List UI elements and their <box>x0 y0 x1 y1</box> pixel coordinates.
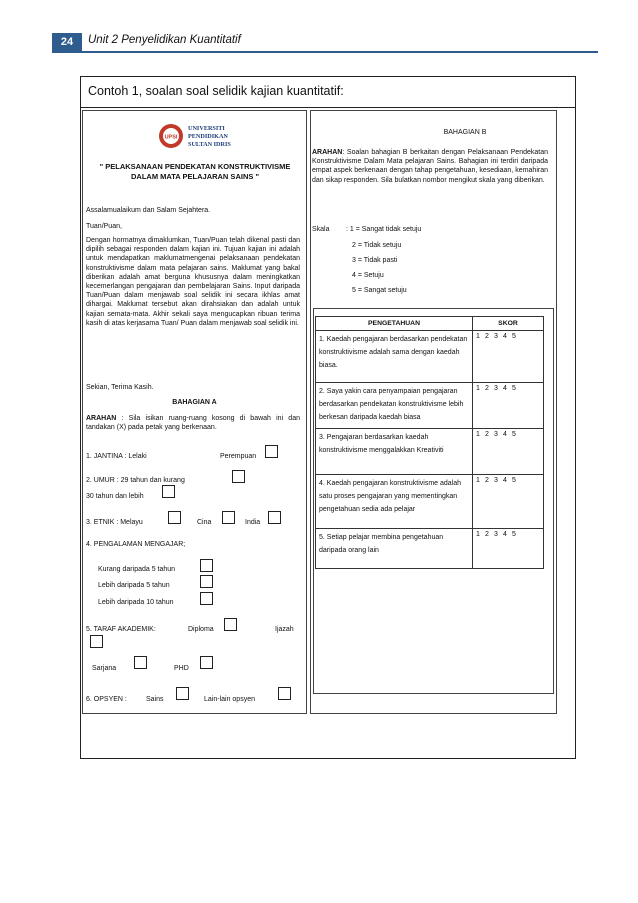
score-option[interactable]: 1 <box>476 385 481 392</box>
q2-option-2: 30 tahun dan lebih <box>86 493 144 500</box>
q5-checkbox-ijazah[interactable] <box>90 635 103 648</box>
q2-checkbox-2[interactable] <box>162 485 175 498</box>
q4-option-3: Lebih daripada 10 tahun <box>98 599 174 606</box>
score-option[interactable]: 5 <box>512 431 517 438</box>
q6-checkbox-sains[interactable] <box>176 687 189 700</box>
q5-label: 5. TARAF AKADEMIK: <box>86 626 156 633</box>
score-cell-2 <box>473 383 544 429</box>
unit-title: Unit 2 Penyelidikan Kuantitatif <box>88 34 241 46</box>
scale-item-3: 3 = Tidak pasti <box>352 257 398 264</box>
score-cell-1 <box>473 331 544 383</box>
col-pengetahuan: PENGETAHUAN <box>316 317 473 331</box>
score-option[interactable]: 2 <box>485 333 490 340</box>
score-option[interactable]: 3 <box>494 477 499 484</box>
q5-checkbox-phd[interactable] <box>200 656 213 669</box>
table-row <box>316 475 544 529</box>
statement-4: 4. Kaedah pengajaran konstruktivisme adalah satu proses pengajaran yang mementingkan pengetahuan sedia ada pelajar <box>316 475 473 529</box>
q4-option-2: Lebih daripada 5 tahun <box>98 582 170 589</box>
q1-checkbox[interactable] <box>265 445 278 458</box>
score-table <box>315 316 544 569</box>
table-row <box>316 383 544 429</box>
score-option[interactable]: 3 <box>494 333 499 340</box>
q5-option-sarjana: Sarjana <box>92 665 117 672</box>
section-a-heading: BAHAGIAN A <box>172 399 217 406</box>
statement-5: 5. Setiap pelajar membina pengetahuan daripada orang lain <box>316 529 473 569</box>
score-option[interactable]: 3 <box>494 385 499 392</box>
q5-option-phd: PHD <box>174 665 189 672</box>
section-a-instructions <box>86 414 300 432</box>
statement-3: 3. Pengajaran berdasarkan kaedah konstruktivisme menggalakkan Kreativiti <box>316 429 473 475</box>
score-option[interactable]: 5 <box>512 385 517 392</box>
score-option[interactable]: 1 <box>476 477 481 484</box>
score-option[interactable]: 4 <box>503 385 508 392</box>
university-emblem-icon <box>159 124 183 148</box>
header-rule <box>52 51 598 53</box>
q3-checkbox-melayu[interactable] <box>168 511 181 524</box>
q2-checkbox-1[interactable] <box>232 470 245 483</box>
score-option[interactable]: 5 <box>512 333 517 340</box>
university-logo <box>158 121 240 151</box>
section-a-panel <box>82 110 307 714</box>
q4-checkbox-3[interactable] <box>200 592 213 605</box>
q3-label: 3. ETNIK : Melayu <box>86 519 143 526</box>
statement-1: 1. Kaedah pengajaran berdasarkan pendekatan konstruktivisme adalah sama dengan kaedah biasa. <box>316 331 473 383</box>
score-option[interactable]: 5 <box>512 531 517 538</box>
q4-label: 4. PENGALAMAN MENGAJAR; <box>86 541 186 548</box>
scale-label: Skala <box>312 226 330 233</box>
score-option[interactable]: 4 <box>503 531 508 538</box>
score-option[interactable]: 2 <box>485 431 490 438</box>
q1-option-perempuan: Perempuan <box>220 453 257 460</box>
table-row <box>316 529 544 569</box>
q1-label: 1. JANTINA : Lelaki <box>86 453 147 460</box>
q5-option-diploma: Diploma <box>188 626 214 633</box>
q5-option-ijazah: Ijazah <box>275 626 294 633</box>
arahan-b-label: ARAHAN <box>312 149 343 156</box>
statement-2: 2. Saya yakin cara penyampaian pengajaran berdasarkan pendekatan konstruktivisme lebih berkesan daripada kaedah biasa <box>316 383 473 429</box>
example-title: Contoh 1, soalan soal selidik kajian kuantitatif: <box>88 84 344 98</box>
score-option[interactable]: 2 <box>485 385 490 392</box>
q5-checkbox-diploma[interactable] <box>224 618 237 631</box>
score-option[interactable]: 1 <box>476 333 481 340</box>
score-option[interactable]: 2 <box>485 531 490 538</box>
section-b-heading: BAHAGIAN B <box>443 129 487 136</box>
score-cell-3 <box>473 429 544 475</box>
q4-option-1: Kurang daripada 5 tahun <box>98 566 176 573</box>
logo-line-3: SULTAN IDRIS <box>188 141 231 148</box>
score-option[interactable]: 5 <box>512 477 517 484</box>
score-option[interactable]: 4 <box>503 477 508 484</box>
table-row <box>316 429 544 475</box>
intro-paragraph: Dengan hormatnya dimaklumkan, Tuan/Puan telah dikenal pasti dan dipilih sebagai responden dalam kajian ini. Tujuan kajian ini adalah untuk mendapatkan maklumatmengenai pelaksanaan pendekatan konstruktivisme dalam mata pelajaran sains. Maklumat yang bakal diberikan adalah amat berguna khususnya dalam meningkatkan kecemerlangan pengajaran dan pembelajaran Sains. Input daripada Tuan/Puan dalam menjawab soal selidik ini secara ikhlas amat dihargai. Maklumat tersebut akan dirahsiakan dan adalah untuk kajian semata-mata. Akhir sekali saya mengucapkan ribuan terima kasih di atas kerjasama Tuan/ Puan dalam menjawab soal selidik ini. <box>86 237 300 327</box>
q4-checkbox-1[interactable] <box>200 559 213 572</box>
title-divider <box>80 107 576 108</box>
logo-line-1: UNIVERSITI <box>188 125 225 132</box>
score-option[interactable]: 4 <box>503 431 508 438</box>
scale-item-5: 5 = Sangat setuju <box>352 287 407 294</box>
study-title: " PELAKSANAAN PENDEKATAN KONSTRUKTIVISME DALAM MATA PELAJARAN SAINS " <box>99 162 291 181</box>
arahan-b-text: : Soalan bahagian B berkaitan dengan Pelaksanaan Pendekatan Konstruktivisme Dalam Mata pelajaran Sains. Bahagian ini terdiri daripada empat aspek berkenaan dengan tahap pengetahuan, kesediaan, kemahiran dan sikap responden. Sila bulatkan nombor mengikut skala yang diberikan. <box>312 149 548 184</box>
q6-option-lain: Lain-lain opsyen <box>204 696 255 703</box>
q3-checkbox-india[interactable] <box>268 511 281 524</box>
salutation: Tuan/Puan, <box>86 223 122 230</box>
q4-checkbox-2[interactable] <box>200 575 213 588</box>
score-option[interactable]: 1 <box>476 531 481 538</box>
arahan-text: : Sila isikan ruang-ruang kosong di bawah ini dan tandakan (X) pada petak yang berkenaan. <box>86 415 300 432</box>
score-option[interactable]: 2 <box>485 477 490 484</box>
closing: Sekian, Terima Kasih. <box>86 384 154 391</box>
q6-label: 6. OPSYEN : <box>86 696 127 703</box>
q6-checkbox-lain[interactable] <box>278 687 291 700</box>
q2-label: 2. UMUR : 29 tahun dan kurang <box>86 477 185 484</box>
greeting: Assalamualaikum dan Salam Sejahtera. <box>86 207 211 214</box>
page-number: 24 <box>52 33 82 51</box>
table-header-row <box>316 317 544 331</box>
score-option[interactable]: 1 <box>476 431 481 438</box>
table-row <box>316 331 544 383</box>
score-option[interactable]: 4 <box>503 333 508 340</box>
q3-option-india: India <box>245 519 261 526</box>
score-cell-4 <box>473 475 544 529</box>
score-option[interactable]: 3 <box>494 531 499 538</box>
arahan-label: ARAHAN <box>86 415 117 422</box>
section-b-instructions <box>312 148 548 185</box>
score-option[interactable]: 3 <box>494 431 499 438</box>
q3-checkbox-cina[interactable] <box>222 511 235 524</box>
score-cell-5 <box>473 529 544 569</box>
scale-item-1: : 1 = Sangat tidak setuju <box>346 226 422 233</box>
logo-emblem-text: UPSI <box>164 134 178 141</box>
q3-option-cina: Cina <box>197 519 212 526</box>
q5-checkbox-sarjana[interactable] <box>134 656 147 669</box>
col-skor: SKOR <box>473 317 544 331</box>
q6-option-sains: Sains <box>146 696 164 703</box>
logo-line-2: PENDIDIKAN <box>188 133 228 140</box>
scale-item-2: 2 = Tidak setuju <box>352 242 402 249</box>
scale-item-4: 4 = Setuju <box>352 272 384 279</box>
